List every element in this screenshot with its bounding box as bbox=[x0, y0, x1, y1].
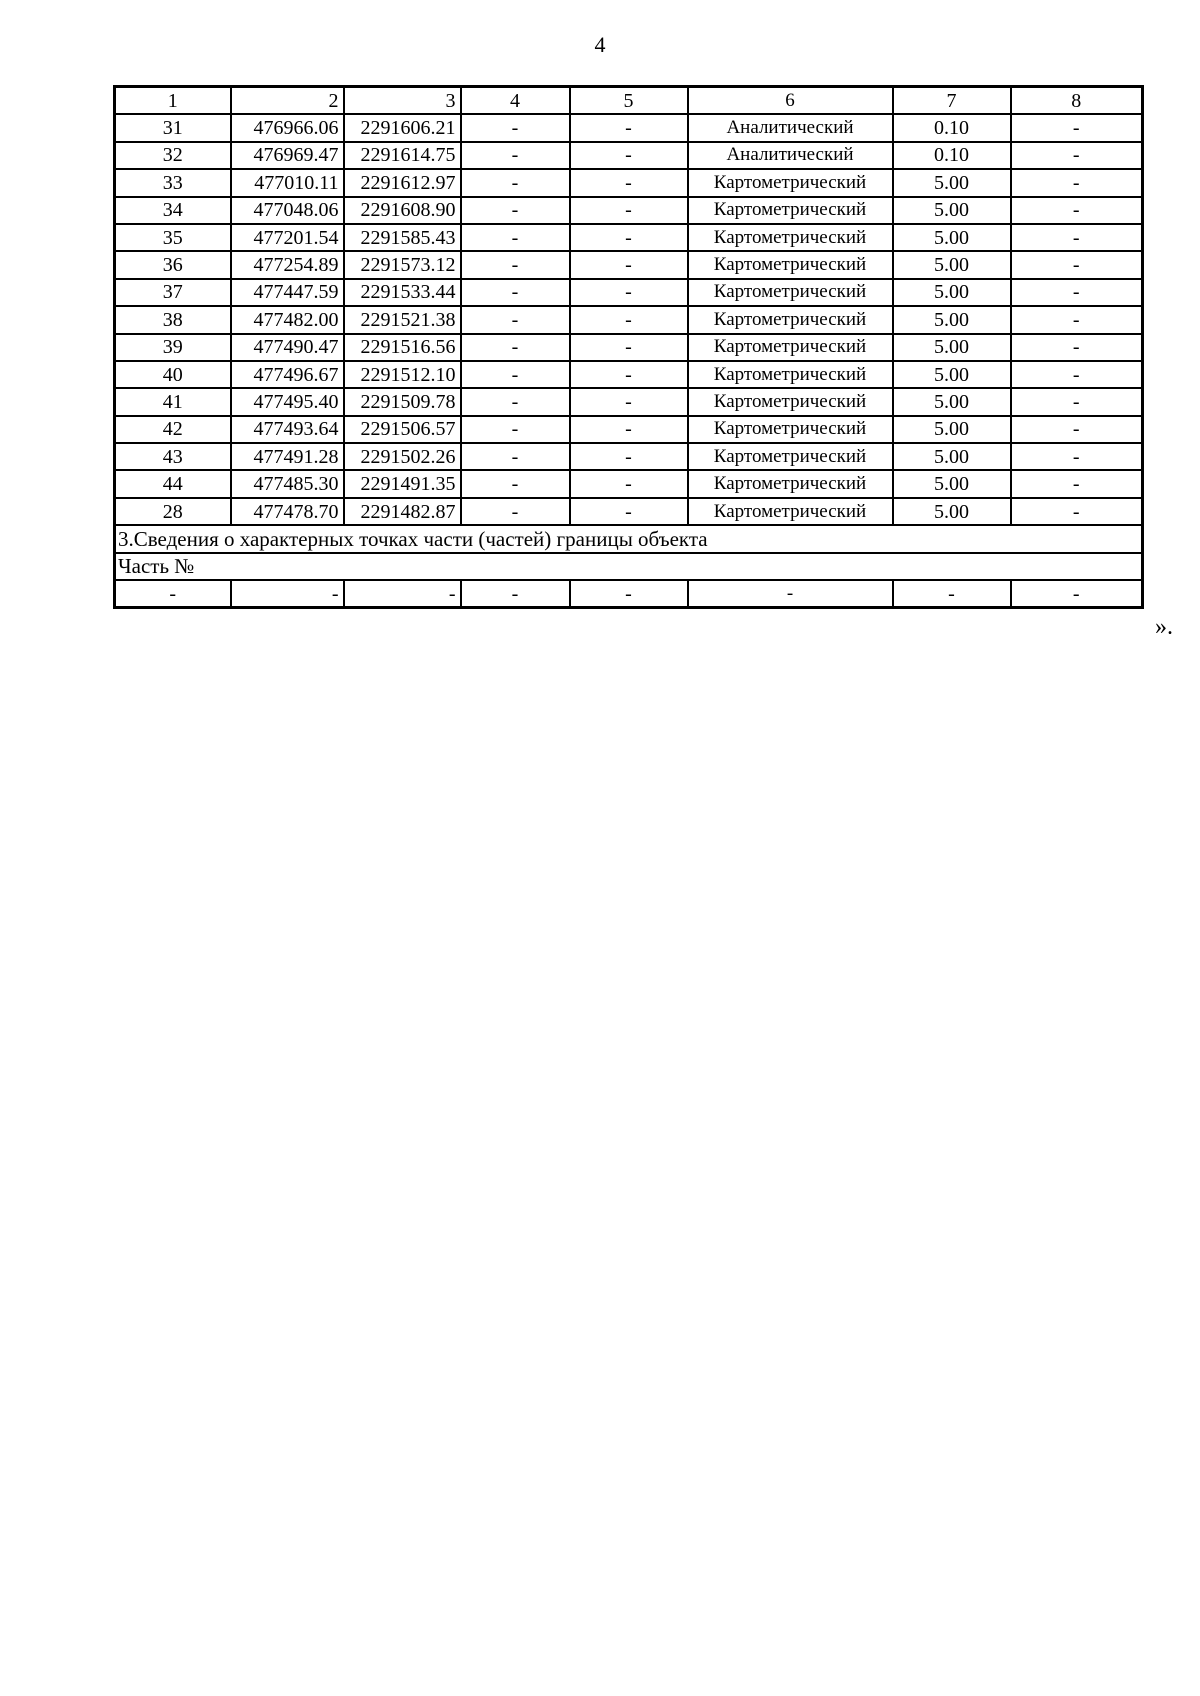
table-cell: 28 bbox=[115, 498, 231, 525]
table-cell: Аналитический bbox=[688, 114, 893, 141]
table-cell: 477447.59 bbox=[231, 279, 344, 306]
table-row bbox=[115, 334, 1143, 361]
table-row bbox=[115, 443, 1143, 470]
table-cell: - bbox=[570, 251, 688, 278]
table-cell: - bbox=[1011, 361, 1143, 388]
table-cell: 477482.00 bbox=[231, 306, 344, 333]
table-cell: - bbox=[570, 388, 688, 415]
table-cell: Картометрический bbox=[688, 361, 893, 388]
table-cell: 477495.40 bbox=[231, 388, 344, 415]
table-cell: - bbox=[1011, 142, 1143, 169]
table-cell: Картометрический bbox=[688, 498, 893, 525]
table-cell: Картометрический bbox=[688, 306, 893, 333]
table-cell: Картометрический bbox=[688, 279, 893, 306]
table-row bbox=[115, 388, 1143, 415]
table-cell: - bbox=[688, 580, 893, 608]
table-cell: 2291608.90 bbox=[344, 197, 461, 224]
table-cell: 2291533.44 bbox=[344, 279, 461, 306]
table-cell: 5.00 bbox=[893, 416, 1011, 443]
table-cell: 5.00 bbox=[893, 224, 1011, 251]
table-cell: - bbox=[461, 416, 570, 443]
table-cell: 2291606.21 bbox=[344, 114, 461, 141]
table-cell: - bbox=[461, 470, 570, 497]
table-cell: 2291512.10 bbox=[344, 361, 461, 388]
table-cell: 2291612.97 bbox=[344, 169, 461, 196]
table-row bbox=[115, 470, 1143, 497]
table-cell: 2291491.35 bbox=[344, 470, 461, 497]
table-cell: Картометрический bbox=[688, 224, 893, 251]
table-cell: - bbox=[461, 443, 570, 470]
table-cell: 43 bbox=[115, 443, 231, 470]
table-row bbox=[115, 251, 1143, 278]
table-cell: - bbox=[461, 580, 570, 608]
table-cell: 2291516.56 bbox=[344, 334, 461, 361]
table-cell: 2291506.57 bbox=[344, 416, 461, 443]
table-row bbox=[115, 306, 1143, 333]
table-cell: - bbox=[570, 470, 688, 497]
page-number: 4 bbox=[594, 32, 606, 57]
table-cell: - bbox=[461, 279, 570, 306]
table-cell: 33 bbox=[115, 169, 231, 196]
section-title: 3.Сведения о характерных точках части (частей) границы объекта bbox=[115, 525, 1143, 552]
table-cell: - bbox=[570, 114, 688, 141]
table-cell: 5.00 bbox=[893, 197, 1011, 224]
table-cell: 7 bbox=[893, 87, 1011, 115]
table-cell: 477478.70 bbox=[231, 498, 344, 525]
table-cell: - bbox=[115, 580, 231, 608]
table-cell: - bbox=[570, 580, 688, 608]
table-cell: 477491.28 bbox=[231, 443, 344, 470]
table-cell: 4 bbox=[461, 87, 570, 115]
table-cell: - bbox=[570, 169, 688, 196]
table-cell: - bbox=[461, 224, 570, 251]
table-cell: 5.00 bbox=[893, 334, 1011, 361]
table-cell: - bbox=[570, 361, 688, 388]
table-cell: Картометрический bbox=[688, 443, 893, 470]
table-cell: - bbox=[1011, 470, 1143, 497]
table-cell: 477010.11 bbox=[231, 169, 344, 196]
part-label-row bbox=[115, 553, 1143, 580]
table-cell: 5.00 bbox=[893, 279, 1011, 306]
table-cell: - bbox=[570, 416, 688, 443]
table-cell: 42 bbox=[115, 416, 231, 443]
table-cell: - bbox=[1011, 498, 1143, 525]
table-cell: Картометрический bbox=[688, 169, 893, 196]
table-cell: - bbox=[461, 114, 570, 141]
table-cell: 5.00 bbox=[893, 498, 1011, 525]
table-cell: - bbox=[570, 334, 688, 361]
table-cell: 2 bbox=[231, 87, 344, 115]
table-cell: - bbox=[231, 580, 344, 608]
boundary-points-table bbox=[113, 85, 1144, 609]
table-cell: - bbox=[1011, 388, 1143, 415]
table-cell: - bbox=[570, 142, 688, 169]
table-cell: - bbox=[1011, 443, 1143, 470]
table-cell: - bbox=[1011, 251, 1143, 278]
table-cell: - bbox=[1011, 224, 1143, 251]
table-cell: 34 bbox=[115, 197, 231, 224]
table-cell: - bbox=[1011, 279, 1143, 306]
table-cell: - bbox=[1011, 169, 1143, 196]
table-body bbox=[115, 87, 1143, 608]
table-cell: Аналитический bbox=[688, 142, 893, 169]
table-cell: 2291521.38 bbox=[344, 306, 461, 333]
table-row bbox=[115, 114, 1143, 141]
table-cell: 477496.67 bbox=[231, 361, 344, 388]
table-cell: 477254.89 bbox=[231, 251, 344, 278]
table-cell: 39 bbox=[115, 334, 231, 361]
table-cell: - bbox=[1011, 306, 1143, 333]
table-cell: 5.00 bbox=[893, 443, 1011, 470]
table-cell: 6 bbox=[688, 87, 893, 115]
table-cell: 35 bbox=[115, 224, 231, 251]
table-header-row bbox=[115, 87, 1143, 115]
table-cell: 2291502.26 bbox=[344, 443, 461, 470]
table-cell: Картометрический bbox=[688, 388, 893, 415]
table-cell: - bbox=[344, 580, 461, 608]
table-cell: 477048.06 bbox=[231, 197, 344, 224]
table-cell: 31 bbox=[115, 114, 231, 141]
table-row bbox=[115, 169, 1143, 196]
table-cell: - bbox=[461, 197, 570, 224]
part-label: Часть № bbox=[115, 553, 1143, 580]
table-cell: 477485.30 bbox=[231, 470, 344, 497]
table-cell: 40 bbox=[115, 361, 231, 388]
table-cell: Картометрический bbox=[688, 251, 893, 278]
table-cell: 2291509.78 bbox=[344, 388, 461, 415]
table-cell: - bbox=[461, 361, 570, 388]
table-cell: 3 bbox=[344, 87, 461, 115]
table-cell: 5.00 bbox=[893, 361, 1011, 388]
table-cell: 41 bbox=[115, 388, 231, 415]
table-cell: 0.10 bbox=[893, 114, 1011, 141]
table-cell: 8 bbox=[1011, 87, 1143, 115]
table-cell: - bbox=[461, 388, 570, 415]
table-cell: 5.00 bbox=[893, 251, 1011, 278]
table-cell: 44 bbox=[115, 470, 231, 497]
table-cell: 5.00 bbox=[893, 306, 1011, 333]
table-cell: 32 bbox=[115, 142, 231, 169]
table-cell: 5.00 bbox=[893, 169, 1011, 196]
table-cell: 1 bbox=[115, 87, 231, 115]
table-cell: - bbox=[1011, 114, 1143, 141]
table-cell: - bbox=[1011, 580, 1143, 608]
closing-quote: ». bbox=[1155, 614, 1173, 640]
table-cell: - bbox=[570, 498, 688, 525]
table-cell: - bbox=[1011, 334, 1143, 361]
table-cell: - bbox=[570, 306, 688, 333]
table-cell: - bbox=[1011, 197, 1143, 224]
table-cell: - bbox=[461, 251, 570, 278]
table-cell: 0.10 bbox=[893, 142, 1011, 169]
table-cell: 477490.47 bbox=[231, 334, 344, 361]
table-cell: Картометрический bbox=[688, 416, 893, 443]
table-cell: 2291573.12 bbox=[344, 251, 461, 278]
table-row bbox=[115, 498, 1143, 525]
table-row bbox=[115, 416, 1143, 443]
table-cell: 2291614.75 bbox=[344, 142, 461, 169]
table-cell: - bbox=[461, 306, 570, 333]
table-cell: 5.00 bbox=[893, 388, 1011, 415]
table-cell: 476966.06 bbox=[231, 114, 344, 141]
table-cell: - bbox=[461, 169, 570, 196]
table-cell: 38 bbox=[115, 306, 231, 333]
table-cell: - bbox=[570, 443, 688, 470]
table-cell: 477201.54 bbox=[231, 224, 344, 251]
table-row bbox=[115, 142, 1143, 169]
table-cell: - bbox=[461, 498, 570, 525]
table-row bbox=[115, 197, 1143, 224]
table-cell: - bbox=[570, 224, 688, 251]
table-cell: - bbox=[461, 334, 570, 361]
table-cell: 2291482.87 bbox=[344, 498, 461, 525]
table-cell: Картометрический bbox=[688, 197, 893, 224]
table-cell: 477493.64 bbox=[231, 416, 344, 443]
table-row bbox=[115, 224, 1143, 251]
table-cell: 36 bbox=[115, 251, 231, 278]
table-cell: - bbox=[893, 580, 1011, 608]
table-cell: - bbox=[570, 279, 688, 306]
table-cell: - bbox=[570, 197, 688, 224]
table-cell: 5 bbox=[570, 87, 688, 115]
table-cell: Картометрический bbox=[688, 470, 893, 497]
table-row bbox=[115, 279, 1143, 306]
table-cell: Картометрический bbox=[688, 334, 893, 361]
table-cell: 37 bbox=[115, 279, 231, 306]
table-cell: 2291585.43 bbox=[344, 224, 461, 251]
table-cell: 5.00 bbox=[893, 470, 1011, 497]
table-row bbox=[115, 361, 1143, 388]
table-cell: 476969.47 bbox=[231, 142, 344, 169]
table-cell: - bbox=[461, 142, 570, 169]
table-cell: - bbox=[1011, 416, 1143, 443]
section-title-row bbox=[115, 525, 1143, 552]
table-row bbox=[115, 580, 1143, 608]
